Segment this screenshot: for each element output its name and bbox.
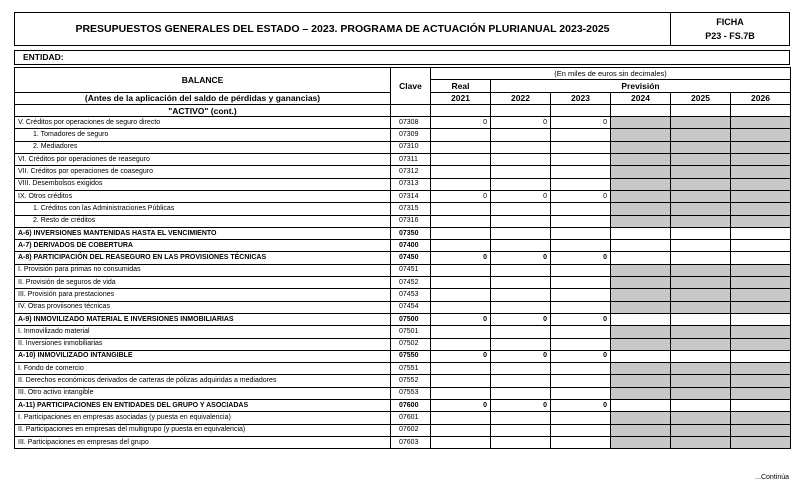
row-label: II. Derechos económicos derivados de carteras de pólizas adquiridas a mediadores (15, 375, 391, 387)
table-row (15, 203, 791, 215)
forecast-cell (731, 129, 791, 141)
value-cell (491, 387, 551, 399)
forecast-cell (731, 326, 791, 338)
row-label: I. Fondo de comercio (15, 363, 391, 375)
value-cell (431, 154, 491, 166)
forecast-cell (671, 178, 731, 190)
row-clave: 07500 (391, 313, 431, 325)
value-cell (551, 141, 611, 153)
row-clave: 07450 (391, 252, 431, 264)
forecast-cell (611, 363, 671, 375)
forecast-cell (671, 141, 731, 153)
forecast-cell (671, 363, 731, 375)
row-clave: 07551 (391, 363, 431, 375)
row-label: II. Participaciones en empresas del multigrupo (y puesta en equivalencia) (15, 424, 391, 436)
value-cell (551, 154, 611, 166)
forecast-cell (731, 215, 791, 227)
forecast-cell (731, 301, 791, 313)
forecast-cell (611, 252, 671, 264)
year-2022: 2022 (491, 92, 551, 104)
value-cell: 0 (551, 313, 611, 325)
forecast-cell (671, 338, 731, 350)
row-clave: 07310 (391, 141, 431, 153)
forecast-cell (611, 166, 671, 178)
value-cell (491, 166, 551, 178)
row-label: A-6) INVERSIONES MANTENIDAS HASTA EL VENCIMIENTO (15, 227, 391, 239)
activo-heading: "ACTIVO" (cont.) (15, 104, 391, 116)
clave-heading: Clave (391, 68, 431, 105)
value-cell: 0 (431, 313, 491, 325)
forecast-cell (611, 203, 671, 215)
value-cell (551, 166, 611, 178)
table-row (15, 215, 791, 227)
forecast-cell (611, 400, 671, 412)
value-cell (491, 129, 551, 141)
table-row (15, 387, 791, 399)
forecast-cell (671, 313, 731, 325)
forecast-cell (671, 375, 731, 387)
value-cell (491, 240, 551, 252)
forecast-cell (611, 387, 671, 399)
value-cell (431, 129, 491, 141)
forecast-cell (611, 129, 671, 141)
value-cell (431, 424, 491, 436)
forecast-cell (671, 326, 731, 338)
value-cell: 0 (491, 117, 551, 129)
value-cell: 0 (551, 252, 611, 264)
row-label: 1. Tomadores de seguro (15, 129, 391, 141)
value-cell (551, 424, 611, 436)
value-cell: 0 (551, 400, 611, 412)
row-clave: 07452 (391, 277, 431, 289)
forecast-cell (611, 436, 671, 448)
row-clave: 07453 (391, 289, 431, 301)
row-label: V. Créditos por operaciones de seguro directo (15, 117, 391, 129)
value-cell: 0 (431, 400, 491, 412)
row-clave: 07315 (391, 203, 431, 215)
forecast-cell (671, 227, 731, 239)
row-label: 2. Resto de créditos (15, 215, 391, 227)
value-cell: 0 (491, 313, 551, 325)
table-row (15, 301, 791, 313)
balance-subheading: (Antes de la aplicación del saldo de pérdidas y ganancias) (15, 92, 391, 104)
row-label: A-7) DERIVADOS DE COBERTURA (15, 240, 391, 252)
real-heading: Real (431, 80, 491, 92)
row-label: I. Provisión para primas no consumidas (15, 264, 391, 276)
row-label: 2. Mediadores (15, 141, 391, 153)
continues-note: ...Continúa (755, 474, 789, 481)
forecast-cell (731, 117, 791, 129)
table-row (15, 252, 791, 264)
table-row (15, 227, 791, 239)
row-label: 1. Créditos con las Administraciones Públicas (15, 203, 391, 215)
value-cell: 0 (491, 190, 551, 202)
forecast-cell (731, 178, 791, 190)
row-label: VIII. Desembolsos exigidos (15, 178, 391, 190)
row-clave: 07602 (391, 424, 431, 436)
forecast-cell (731, 227, 791, 239)
value-cell (491, 338, 551, 350)
forecast-cell (731, 400, 791, 412)
table-row (15, 375, 791, 387)
value-cell: 0 (431, 190, 491, 202)
year-2025: 2025 (671, 92, 731, 104)
forecast-cell (671, 289, 731, 301)
forecast-cell (611, 412, 671, 424)
forecast-cell (671, 117, 731, 129)
value-cell (551, 387, 611, 399)
row-clave: 07308 (391, 117, 431, 129)
table-row (15, 277, 791, 289)
value-cell (431, 375, 491, 387)
table-row (15, 400, 791, 412)
forecast-cell (671, 301, 731, 313)
value-cell (431, 338, 491, 350)
row-label: III. Otro activo intangible (15, 387, 391, 399)
forecast-cell (671, 412, 731, 424)
value-cell (551, 129, 611, 141)
forecast-cell (611, 350, 671, 362)
forecast-cell (611, 313, 671, 325)
forecast-cell (611, 338, 671, 350)
value-cell (491, 154, 551, 166)
table-row (15, 313, 791, 325)
row-clave: 07313 (391, 178, 431, 190)
year-2026: 2026 (731, 92, 791, 104)
value-cell (551, 338, 611, 350)
forecast-cell (611, 190, 671, 202)
ficha-box (671, 13, 789, 45)
value-cell (551, 326, 611, 338)
value-cell (431, 277, 491, 289)
value-cell (491, 277, 551, 289)
value-cell (551, 412, 611, 424)
forecast-cell (611, 215, 671, 227)
forecast-cell (731, 387, 791, 399)
forecast-cell (671, 215, 731, 227)
value-cell (491, 301, 551, 313)
document-header (14, 12, 790, 46)
table-row (15, 166, 791, 178)
forecast-cell (731, 436, 791, 448)
value-cell (551, 363, 611, 375)
row-clave: 07550 (391, 350, 431, 362)
entidad-field (14, 50, 790, 65)
year-2021: 2021 (431, 92, 491, 104)
value-cell: 0 (431, 117, 491, 129)
forecast-cell (731, 277, 791, 289)
row-clave: 07601 (391, 412, 431, 424)
forecast-cell (731, 154, 791, 166)
value-cell (551, 227, 611, 239)
forecast-cell (671, 277, 731, 289)
forecast-cell (611, 375, 671, 387)
row-clave: 07350 (391, 227, 431, 239)
value-cell (491, 424, 551, 436)
row-clave: 07309 (391, 129, 431, 141)
table-row (15, 424, 791, 436)
row-clave: 07400 (391, 240, 431, 252)
row-clave: 07311 (391, 154, 431, 166)
value-cell (551, 240, 611, 252)
forecast-cell (611, 424, 671, 436)
row-clave: 07451 (391, 264, 431, 276)
value-cell (551, 436, 611, 448)
row-clave: 07316 (391, 215, 431, 227)
row-label: I. Participaciones en empresas asociadas (y puesta en equivalencia) (15, 412, 391, 424)
forecast-cell (671, 240, 731, 252)
forecast-cell (611, 277, 671, 289)
table-row (15, 117, 791, 129)
forecast-cell (731, 240, 791, 252)
forecast-cell (731, 313, 791, 325)
value-cell (491, 436, 551, 448)
row-clave: 07553 (391, 387, 431, 399)
forecast-cell (671, 154, 731, 166)
forecast-cell (731, 350, 791, 362)
row-label: IX. Otros créditos (15, 190, 391, 202)
value-cell: 0 (491, 252, 551, 264)
forecast-cell (611, 326, 671, 338)
table-row (15, 350, 791, 362)
value-cell (431, 436, 491, 448)
balance-heading: BALANCE (15, 68, 391, 93)
forecast-cell (671, 424, 731, 436)
balance-table (14, 67, 791, 449)
forecast-cell (731, 252, 791, 264)
value-cell (431, 289, 491, 301)
row-clave: 07502 (391, 338, 431, 350)
table-row (15, 240, 791, 252)
forecast-cell (731, 166, 791, 178)
value-cell (551, 289, 611, 301)
value-cell (431, 363, 491, 375)
value-cell (431, 227, 491, 239)
value-cell (551, 277, 611, 289)
forecast-cell (731, 424, 791, 436)
row-label: A-9) INMOVILIZADO MATERIAL E INVERSIONES INMOBILIARIAS (15, 313, 391, 325)
table-row (15, 141, 791, 153)
table-row (15, 154, 791, 166)
table-row (15, 190, 791, 202)
forecast-cell (731, 375, 791, 387)
ficha-code: P23 - FS.7B (705, 31, 755, 41)
forecast-cell (611, 141, 671, 153)
value-cell: 0 (491, 400, 551, 412)
value-cell (491, 375, 551, 387)
forecast-cell (671, 400, 731, 412)
value-cell (431, 412, 491, 424)
value-cell (431, 203, 491, 215)
value-cell: 0 (491, 350, 551, 362)
table-row (15, 289, 791, 301)
row-clave: 07501 (391, 326, 431, 338)
row-clave: 07603 (391, 436, 431, 448)
forecast-cell (731, 289, 791, 301)
row-label: A-8) PARTICIPACIÓN DEL REASEGURO EN LAS PROVISIONES TÉCNICAS (15, 252, 391, 264)
value-cell (491, 363, 551, 375)
year-2023: 2023 (551, 92, 611, 104)
row-label: III. Provisión para prestaciones (15, 289, 391, 301)
table-row (15, 264, 791, 276)
ficha-label: FICHA (716, 17, 744, 27)
year-2024: 2024 (611, 92, 671, 104)
value-cell (431, 141, 491, 153)
table-row (15, 338, 791, 350)
forecast-cell (671, 166, 731, 178)
forecast-cell (731, 363, 791, 375)
forecast-cell (731, 412, 791, 424)
unit-note: (En miles de euros sin decimales) (431, 68, 791, 80)
value-cell: 0 (551, 190, 611, 202)
value-cell: 0 (431, 350, 491, 362)
value-cell (491, 412, 551, 424)
row-clave: 07454 (391, 301, 431, 313)
value-cell (491, 326, 551, 338)
value-cell (431, 240, 491, 252)
row-clave: 07552 (391, 375, 431, 387)
value-cell (551, 178, 611, 190)
value-cell (491, 227, 551, 239)
value-cell (551, 203, 611, 215)
row-clave: 07312 (391, 166, 431, 178)
forecast-cell (671, 252, 731, 264)
forecast-cell (731, 190, 791, 202)
value-cell (431, 178, 491, 190)
forecast-cell (671, 436, 731, 448)
value-cell (491, 203, 551, 215)
forecast-cell (611, 301, 671, 313)
row-clave: 07314 (391, 190, 431, 202)
row-label: A-10) INMOVILIZADO INTANGIBLE (15, 350, 391, 362)
row-clave: 07600 (391, 400, 431, 412)
forecast-cell (671, 203, 731, 215)
value-cell (551, 264, 611, 276)
forecast-cell (611, 289, 671, 301)
forecast-cell (671, 129, 731, 141)
row-label: A-11) PARTICIPACIONES EN ENTIDADES DEL GRUPO Y ASOCIADAS (15, 400, 391, 412)
forecast-cell (611, 117, 671, 129)
value-cell (431, 215, 491, 227)
row-label: IV. Otras proviisones técnicas (15, 301, 391, 313)
value-cell (551, 375, 611, 387)
prevision-heading: Previsión (491, 80, 791, 92)
value-cell: 0 (551, 117, 611, 129)
table-row (15, 436, 791, 448)
forecast-cell (611, 264, 671, 276)
value-cell (551, 301, 611, 313)
forecast-cell (671, 190, 731, 202)
document-title: PRESUPUESTOS GENERALES DEL ESTADO – 2023. PROGRAMA DE ACTUACIÓN PLURIANUAL 2023-2025 (15, 13, 671, 45)
value-cell (491, 215, 551, 227)
value-cell (431, 166, 491, 178)
value-cell: 0 (551, 350, 611, 362)
value-cell (491, 289, 551, 301)
forecast-cell (731, 141, 791, 153)
row-label: III. Participaciones en empresas del grupo (15, 436, 391, 448)
row-label: VI. Créditos por operaciones de reaseguro (15, 154, 391, 166)
forecast-cell (671, 387, 731, 399)
table-row (15, 363, 791, 375)
value-cell (491, 264, 551, 276)
forecast-cell (731, 264, 791, 276)
value-cell (551, 215, 611, 227)
value-cell (491, 178, 551, 190)
table-row (15, 412, 791, 424)
forecast-cell (611, 240, 671, 252)
row-label: VII. Créditos por operaciones de coaseguro (15, 166, 391, 178)
row-label: I. Inmovilizado material (15, 326, 391, 338)
forecast-cell (671, 264, 731, 276)
table-row (15, 178, 791, 190)
forecast-cell (731, 338, 791, 350)
value-cell (491, 141, 551, 153)
value-cell (431, 326, 491, 338)
row-label: II. Inversiones inmobiliarias (15, 338, 391, 350)
value-cell (431, 387, 491, 399)
forecast-cell (611, 154, 671, 166)
forecast-cell (671, 350, 731, 362)
value-cell: 0 (431, 252, 491, 264)
table-row (15, 326, 791, 338)
value-cell (431, 301, 491, 313)
forecast-cell (731, 203, 791, 215)
forecast-cell (611, 227, 671, 239)
table-row (15, 129, 791, 141)
forecast-cell (611, 178, 671, 190)
entidad-label: ENTIDAD: (23, 52, 64, 62)
row-label: II. Provisión de seguros de vida (15, 277, 391, 289)
value-cell (431, 264, 491, 276)
